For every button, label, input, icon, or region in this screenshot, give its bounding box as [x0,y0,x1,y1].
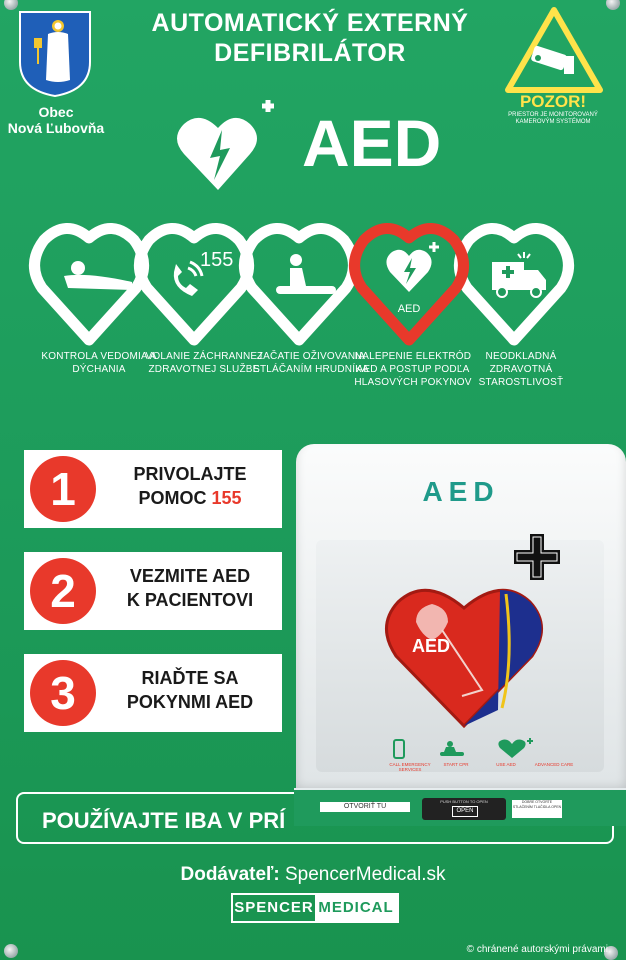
supplier-line [0,864,626,886]
open-button-label: OPEN [452,806,478,817]
supplier-website: SpencerMedical.sk [284,864,446,885]
cabinet-step-caption-2: START CPR [443,762,469,767]
aed-device-icon [382,580,546,730]
screw-icon [4,0,18,10]
screw-icon [606,0,620,10]
instruction-text [104,462,276,510]
step-caption-4: NALEPENIE ELEKTRÓD AED A POSTUP PODĽA HLASOVÝCH POKYNOV [354,351,472,388]
instruction-line1: PRIVOLAJTE [133,464,247,484]
warning-subtext: PRIESTOR JE MONITOROVANÝ KAMEROVÝM SYSTÉMOM [508,112,598,125]
chain-of-survival [28,216,598,348]
surveillance-camera-icon [504,6,604,96]
page-title [110,8,510,68]
instruction-card-3 [24,654,282,732]
instruction-line1: VEZMITE AED [129,566,251,586]
municipality-line2: Nová Ľubovňa [7,120,105,136]
aed-cabinet[interactable] [296,444,626,824]
device-aed-label: AED [412,636,451,656]
open-button-note: DOBRE OTVORTE STLAČENÍM TLAČIDLA OPEN [512,800,562,818]
instruction-text [104,564,276,612]
step-aed-label: AED [397,303,421,315]
step-caption-3: ZAČATIE OŽIVOVANIA STLÁČANÍM HRUDNÍKA [253,351,369,375]
step-heart-2 [139,228,248,340]
warning-label: POZOR! [519,92,587,111]
municipality-name [0,104,112,136]
emergency-number-highlight: 155 [211,488,242,508]
instruction-line2: K PACIENTOVI [126,590,254,610]
aed-heart-icon [176,94,276,198]
logo-part1: SPENCER [234,899,314,916]
logo-part2: MEDICAL [315,895,397,921]
aed-headline: AED [302,106,442,180]
emergency-number: 155 [200,249,234,271]
cabinet-step-caption-1: CALL EMERGENCY SERVICES [389,762,431,772]
instruction-number: 2 [30,558,96,624]
step-caption-5: NEODKLADNÁ ZDRAVOTNÁ STAROSTLIVOSŤ [478,351,564,388]
ambulance-icon [492,252,546,297]
instruction-line2 [104,486,276,510]
spencer-medical-logo [231,893,399,923]
instruction-number: 3 [30,660,96,726]
instruction-card-1 [24,450,282,528]
title-line2: DEFIBRILÁTOR [214,39,406,67]
step-caption-1: KONTROLA VEDOMIA A DÝCHANIA [41,351,157,375]
cabinet-label: AED [422,476,500,507]
coat-of-arms-icon [18,10,92,98]
supplier-label: Dodávateľ: [180,864,280,885]
screw-icon [4,944,18,958]
heart-small-icon [498,740,525,759]
person-lying-icon [64,261,132,290]
title-line1: AUTOMATICKÝ EXTERNÝ [151,9,469,37]
instruction-line1: RIAĎTE SA [141,668,239,688]
open-button-hint: PUSH BUTTON TO OPEN [440,799,488,804]
open-hint-label: OTVORIŤ TU [320,802,410,812]
instruction-text [104,666,276,714]
cabinet-step-icons [384,738,624,760]
municipality-line1: Obec [38,104,74,120]
medical-cross-icon [510,530,564,584]
phone-icon [174,262,202,296]
usage-banner-text: POUŽÍVAJTE IBA V PRÍ [42,808,286,833]
instruction-card-2 [24,552,282,630]
open-cabinet-button[interactable] [422,798,506,820]
instruction-line2-text: POMOC [138,488,212,508]
instruction-number: 1 [30,456,96,522]
cabinet-step-caption-3: USE AED [496,762,516,767]
cpr-icon [276,254,336,294]
cpr-small-icon [440,741,464,756]
mobile-phone-icon [394,740,404,758]
aed-heart-small-icon [386,242,439,292]
step-caption-2: VOLANIE ZÁCHRANNEJ ZDRAVOTNEJ SLUŽBE [145,351,263,375]
copyright-notice: © chránené autorskými právami [466,944,608,955]
cabinet-step-caption-4: ADVANCED CARE [534,762,574,767]
instruction-line2: POKYNMI AED [126,692,254,712]
